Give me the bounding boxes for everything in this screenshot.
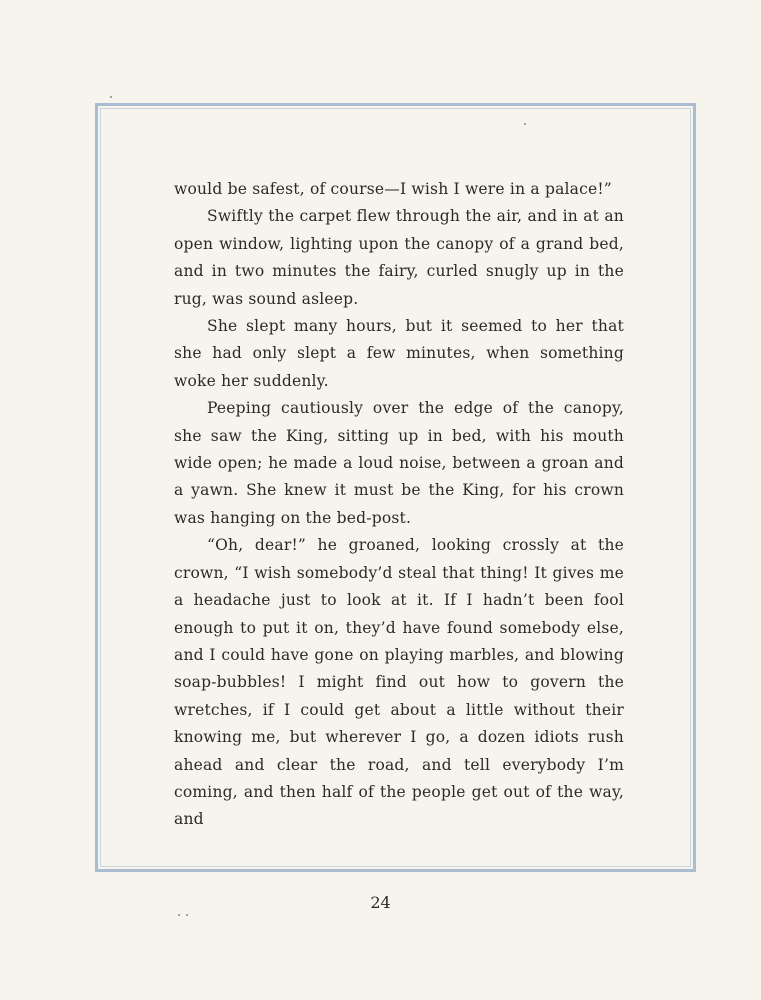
paragraph: “Oh, dear!” he groaned, looking crossly at the crown, “I wish somebody’d steal that thing! It gives me a headache just to look at it. If I hadn’t been fool enough to put it on, they’d have found somebody else, and I could have gone on playing marbles, and blowing soap-bubbles! I might find out how to govern the wretches, if I could get about a little without their knowing me, but wherever I go, a dozen idiots rush ahead and clear the road, and tell everybody I’m coming, and then half of the people get out of the way, and: [174, 536, 624, 829]
paragraph: Swiftly the carpet flew through the air, and in at an open window, lighting upon the canopy of a grand bed, and in two minutes the fairy, curled snugly up in the rug, was sound asleep.: [174, 207, 624, 308]
body-text: [174, 176, 624, 834]
page-number: 24: [370, 893, 391, 912]
paragraph-continuation: would be safest, of course—I wish I were in a palace!”: [174, 180, 612, 198]
paragraph: Peeping cautiously over the edge of the canopy, she saw the King, sitting up in bed, with his mouth wide open; he made a loud noise, between a groan and a yawn. She knew it must be the King, for his crown was hanging on the bed-post.: [174, 399, 624, 527]
paragraph: She slept many hours, but it seemed to her that she had only slept a few minutes, when something woke her suddenly.: [174, 317, 624, 390]
paper-speck: [110, 96, 112, 98]
paper-speck: [524, 123, 526, 125]
paper-speck: [186, 914, 188, 916]
paper-speck: [178, 914, 180, 916]
